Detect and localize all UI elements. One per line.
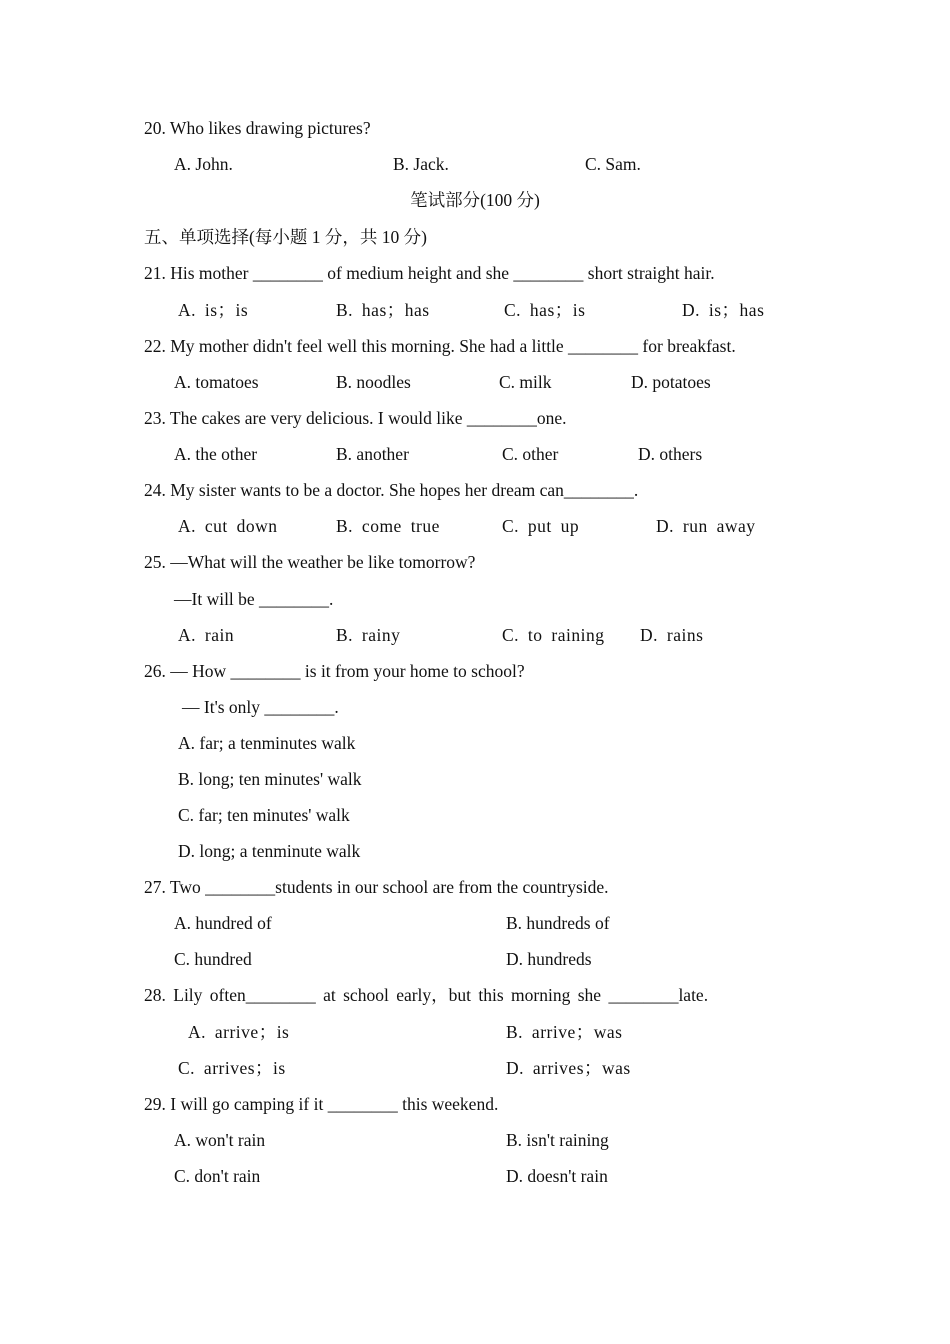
q24-stem: 24. My sister wants to be a doctor. She hopes her dream can________. [144,480,639,500]
q26-option-a: A. far; a tenminutes walk [178,733,356,753]
q23-stem: 23. The cakes are very delicious. I would like ________one. [144,408,567,428]
q20-stem: 20. Who likes drawing pictures? [144,118,371,138]
q27-option-b: B. hundreds of [506,913,610,933]
q28-option-c: C. arrives；is [178,1058,286,1078]
q21-option-d: D. is；has [682,300,765,320]
q24-option-d: D. run away [656,516,756,536]
q27-stem: 27. Two ________students in our school are from the countryside. [144,877,609,897]
q26-option-c: C. far; ten minutes' walk [178,805,350,825]
q23-option-b: B. another [336,444,409,464]
q29-option-d: D. doesn't rain [506,1166,608,1186]
q22-option-c: C. milk [499,372,552,392]
q23-option-a: A. the other [174,444,258,464]
q28-option-b: B. arrive；was [506,1022,623,1042]
q24-option-a: A. cut down [178,516,278,536]
section-five-heading: 五、单项选择(每小题 1 分，共 10 分) [144,227,427,247]
q28-option-a: A. arrive；is [188,1022,290,1042]
q29-option-b: B. isn't raining [506,1130,609,1150]
q26-stem: 26. — How ________ is it from your home to school? [144,661,525,681]
q24-option-b: B. come true [336,516,440,536]
q26-option-d: D. long; a tenminute walk [178,841,361,861]
q20-option-b: B. Jack. [393,154,449,174]
q29-option-c: C. don't rain [174,1166,261,1186]
q21-option-c: C. has；is [504,300,586,320]
q22-option-b: B. noodles [336,372,411,392]
q27-option-d: D. hundreds [506,949,592,969]
q26-reply: — It's only ________. [182,697,339,717]
q21-option-a: A. is；is [178,300,249,320]
q20-option-c: C. Sam. [585,154,641,174]
q21-option-b: B. has；has [336,300,430,320]
written-section-title: 笔试部分(100 分) [410,190,540,210]
q28-stem: 28. Lily often________ at school early，but this morning she ________late. [144,985,709,1005]
q23-option-d: D. others [638,444,703,464]
q29-option-a: A. won't rain [174,1130,266,1150]
q21-stem: 21. His mother ________ of medium height and she ________ short straight hair. [144,263,715,283]
q25-option-c: C. to raining [502,625,605,645]
q24-option-c: C. put up [502,516,580,536]
q25-stem: 25. —What will the weather be like tomorrow? [144,552,476,572]
q27-option-a: A. hundred of [174,913,272,933]
q26-option-b: B. long; ten minutes' walk [178,769,362,789]
q29-stem: 29. I will go camping if it ________ this weekend. [144,1094,499,1114]
q25-option-b: B. rainy [336,625,401,645]
q22-option-d: D. potatoes [631,372,711,392]
q25-option-a: A. rain [178,625,235,645]
q25-reply: —It will be ________. [174,589,334,609]
q22-option-a: A. tomatoes [174,372,259,392]
q20-option-a: A. John. [174,154,233,174]
q28-option-d: D. arrives；was [506,1058,631,1078]
q25-option-d: D. rains [640,625,704,645]
q27-option-c: C. hundred [174,949,252,969]
q23-option-c: C. other [502,444,559,464]
q22-stem: 22. My mother didn't feel well this morning. She had a little ________ for breakfast. [144,336,736,356]
